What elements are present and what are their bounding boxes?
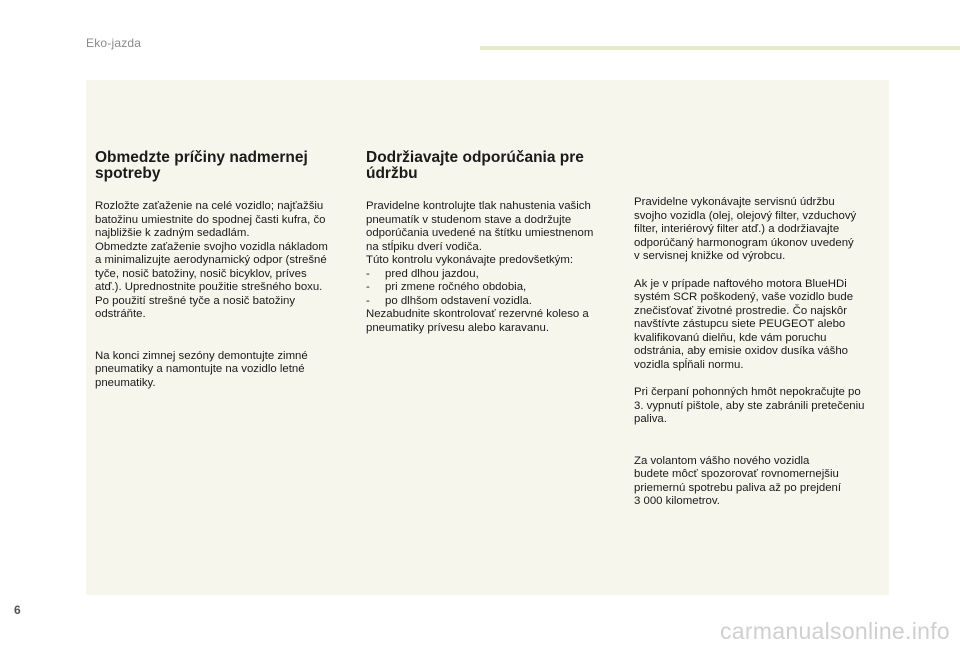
text-line: svojho vozidla (olej, olejový filter, vzduchový [634,209,857,222]
paragraph-refuel [634,386,889,427]
text-line: paliva. [634,413,667,425]
text-line: budete môcť spozorovať rovnomernejšiu [634,468,839,480]
text-line: Ak je v prípade naftového motora BlueHDi [634,277,847,290]
text-line: Za volantom vášho nového vozidla [634,454,810,467]
text-line: pneumatiky. [95,376,156,389]
text-line: pneumatiky a namontujte na vozidlo letné [95,363,305,375]
text-line: atď.). Uprednostnite použitie strešného boxu. [95,281,323,293]
text-line: 3 000 kilometrov. [634,495,720,507]
paragraph-load [95,200,350,322]
text-line: pneumatík v studenom stave a dodržujte [366,213,572,226]
header-accent-bar [480,46,960,50]
text-line: tyče, nosič batožiny, nosič bicyklov, príves [95,267,307,280]
check-list [366,268,621,309]
text-line: Nezabudnite skontrolovať rezervné koleso a [366,308,589,320]
text-line: znečisťovať životné prostredie. Čo najskôr [634,304,848,317]
column-middle [366,150,621,335]
paragraph-service [634,196,889,264]
text-line: 3. vypnutí pištole, aby ste zabránili pretečeniu [634,399,865,412]
paragraph-bluehdi [634,278,889,373]
text-line: priemernú spotrebu paliva až po prejdení [634,481,842,494]
text-line: v servisnej knižke od výrobcu. [634,250,786,262]
text-line: batožinu umiestnite do spodnej časti kufra, čo [95,213,326,226]
text-line: Obmedzte zaťaženie svojho vozidla nákladom [95,240,328,253]
page-number: 6 [14,603,21,617]
text-line: na stĺpiku dverí vodiča. [366,240,482,253]
paragraph-tyres-season [95,350,350,391]
list-item: - pred dlhou jazdou, [366,268,621,282]
text-line: odporúčaný harmonogram úkonov uvedený [634,236,854,249]
text-line: Po použití strešné tyče a nosič batožiny [95,294,296,307]
text-line: Pravidelne kontrolujte tlak nahustenia vašich [366,200,591,212]
text-line: kvalifikovanú dielňu, kde vám poruchu [634,331,827,344]
text-line: odstránia, aby emisie oxidov dusíka vášho [634,345,849,357]
text-line: systém SCR poškodený, vaše vozidlo bude [634,291,854,303]
text-line: Pri čerpaní pohonných hmôt nepokračujte po [634,386,861,398]
text-line: najbližšie k zadným sedadlám. [95,227,250,239]
paragraph-spare-wheel [366,308,621,335]
paragraph-tyre-pressure [366,200,621,268]
list-item: - po dlhšom odstavení vozidla. [366,295,621,309]
text-line: odporúčania uvedené na štítku umiestnenom [366,227,594,239]
heading-maintenance: Dodržiavajte odporúčania pre údržbu [366,149,584,182]
text-line: vozidla spĺňali normu. [634,358,744,371]
text-line: Pravidelne vykonávajte servisnú údržbu [634,196,835,208]
paragraph-new-vehicle [634,455,889,509]
text-line: pneumatiky prívesu alebo karavanu. [366,321,549,334]
column-right [634,196,889,509]
watermark: carmanualsonline.info [719,618,950,644]
text-line: navštívte zástupcu siete PEUGEOT alebo [634,318,846,330]
text-line: Rozložte zaťaženie na celé vozidlo; najťažšiu [95,200,324,212]
text-line: filter, interiérový filter atď.) a dodržiavajte [634,223,840,235]
text-line: Na konci zimnej sezóny demontujte zimné [95,349,308,362]
text-line: odstráňte. [95,308,146,320]
text-line: a minimalizujte aerodynamický odpor (strešné [95,254,327,266]
list-item: - pri zmene ročného obdobia, [366,281,621,295]
section-title: Eko-jazda [86,36,142,50]
column-left [95,150,350,390]
text-line: Túto kontrolu vykonávajte predovšetkým: [366,254,574,266]
heading-consumption: Obmedzte príčiny nadmernej spotreby [95,149,308,182]
